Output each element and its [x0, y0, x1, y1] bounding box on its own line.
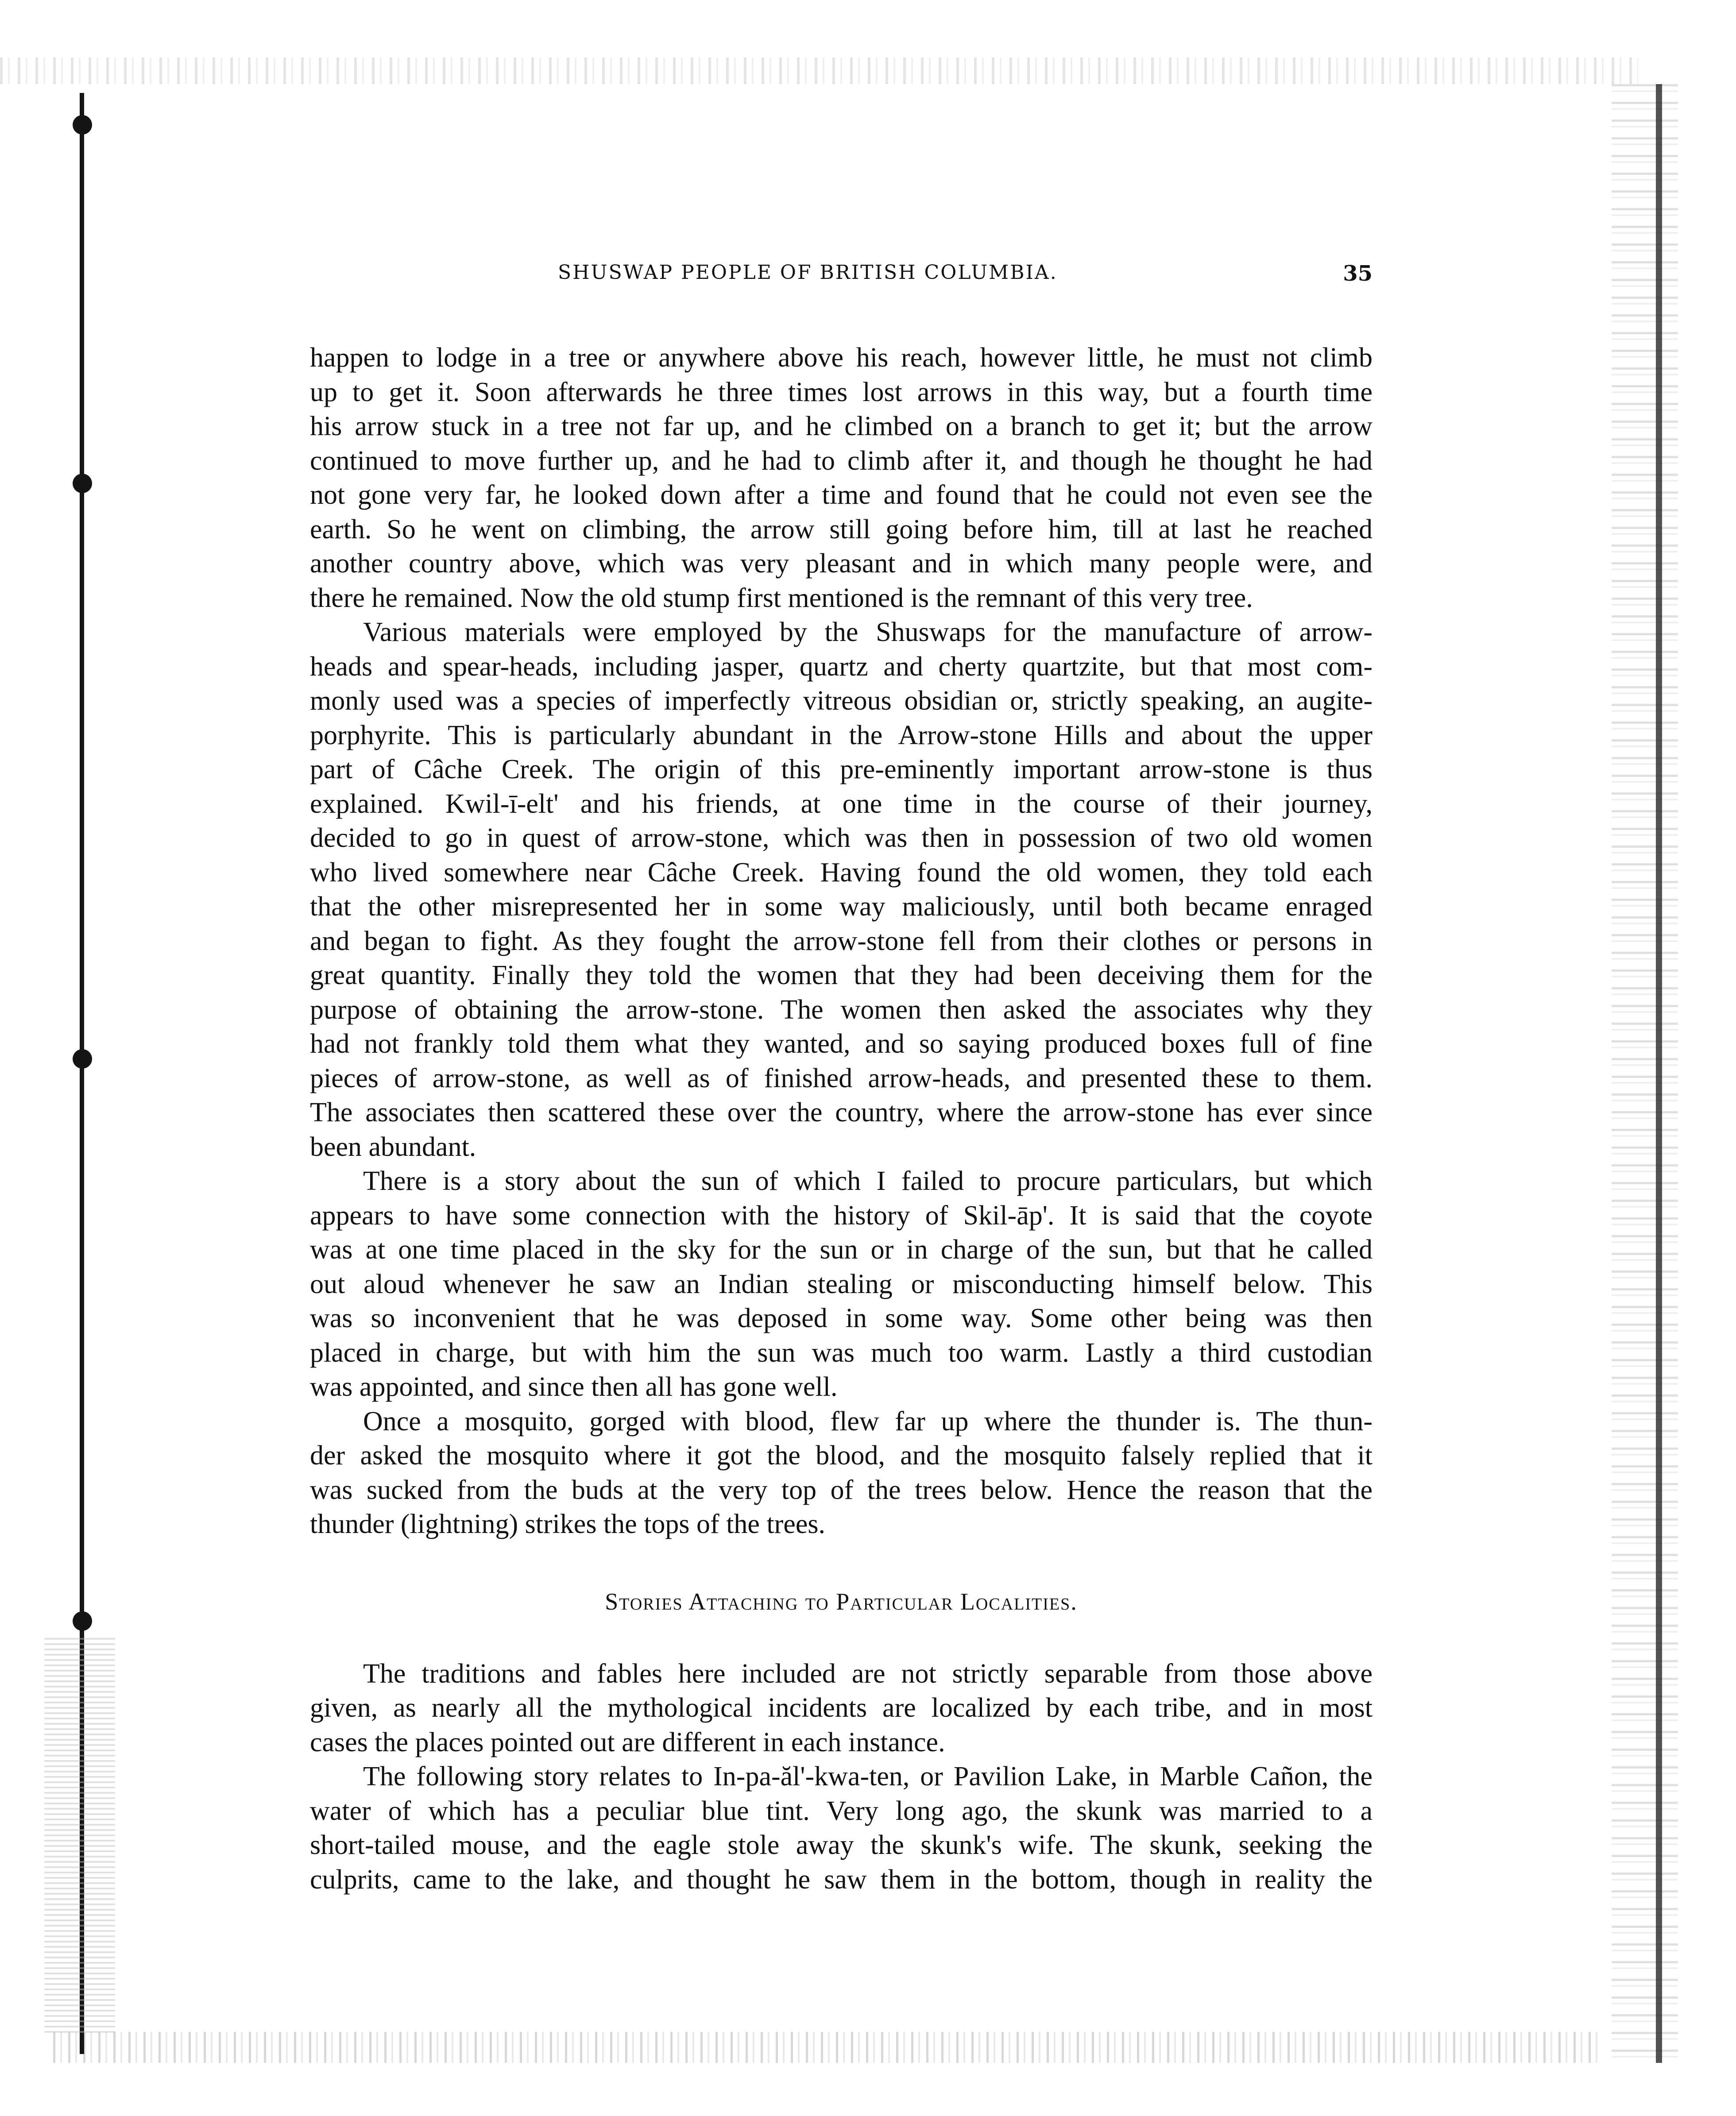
- text-line: heads and spear-heads, including jasper, quartz and cherty quartzite, but that most com-: [310, 651, 1373, 682]
- text-line: The following story relates to In-pa-ăl'-kwa-ten, or Pavilion Lake, in Marble Cañon, the: [363, 1761, 1373, 1792]
- text-line: up to get it. Soon afterwards he three times lost arrows in this way, but a fourth time: [310, 377, 1373, 407]
- text-line: Various materials were employed by the Shuswaps for the manufacture of arrow-: [363, 617, 1373, 647]
- page-number: 35: [1343, 261, 1373, 286]
- section-heading: Stories Attaching to Particular Localities.: [605, 1588, 1078, 1615]
- text-line: part of Câche Creek. The origin of this pre-eminently important arrow-stone is thus: [310, 754, 1373, 784]
- text-line: continued to move further up, and he had to climb after it, and though he thought he had: [310, 445, 1373, 476]
- text-line: cases the places pointed out are different in each instance.: [310, 1727, 945, 1757]
- binding-peg: [73, 115, 92, 135]
- text-line: great quantity. Finally they told the women that they had been deceiving them for the: [310, 960, 1373, 990]
- text-line: appears to have some connection with the history of Skil-āp'. It is said that the coyote: [310, 1200, 1373, 1231]
- running-head: SHUSWAP PEOPLE OF BRITISH COLUMBIA.: [558, 261, 1058, 284]
- scan-edge-bottom: [53, 2032, 1603, 2063]
- text-line: placed in charge, but with him the sun was much too warm. Lastly a third custodian: [310, 1337, 1373, 1368]
- text-line: given, as nearly all the mythological incidents are localized by each tribe, and in most: [310, 1693, 1373, 1723]
- scan-edge-right: [1612, 84, 1678, 2067]
- text-line: water of which has a peculiar blue tint. Very long ago, the skunk was married to a: [310, 1796, 1373, 1826]
- text-line: out aloud whenever he saw an Indian stealing or misconducting himself below. This: [310, 1269, 1373, 1299]
- text-line: and began to fight. As they fought the arrow-stone fell from their clothes or persons in: [310, 926, 1373, 956]
- text-line: earth. So he went on climbing, the arrow still going before him, till at last he reached: [310, 514, 1373, 544]
- binding-peg: [73, 1049, 92, 1069]
- scan-edge-left-noise: [44, 1638, 115, 2036]
- text-line: der asked the mosquito where it got the blood, and the mosquito falsely replied that it: [310, 1440, 1373, 1471]
- text-line: purpose of obtaining the arrow-stone. The women then asked the associates why they: [310, 994, 1373, 1025]
- text-line: was appointed, and since then all has gone well.: [310, 1372, 838, 1402]
- text-line: had not frankly told them what they wanted, and so saying produced boxes full of fine: [310, 1029, 1373, 1059]
- paragraph: [310, 341, 1373, 615]
- text-line: who lived somewhere near Câche Creek. Having found the old women, they told each: [310, 857, 1373, 888]
- paragraph: [310, 1164, 1373, 1405]
- paragraph: [310, 1405, 1373, 1542]
- text-line: pieces of arrow-stone, as well as of finished arrow-heads, and presented these to them.: [310, 1063, 1373, 1093]
- text-line: happen to lodge in a tree or anywhere above his reach, however little, he must not climb: [310, 343, 1373, 373]
- text-line: thunder (lightning) strikes the tops of the trees.: [310, 1509, 825, 1539]
- text-line: his arrow stuck in a tree not far up, and he climbed on a branch to get it; but the arrow: [310, 411, 1373, 441]
- text-line: There is a story about the sun of which I failed to procure particulars, but which: [363, 1166, 1373, 1196]
- text-line: Once a mosquito, gorged with blood, flew far up where the thunder is. The thun-: [363, 1406, 1373, 1436]
- text-line: monly used was a species of imperfectly vitreous obsidian or, strictly speaking, an augite-: [310, 686, 1373, 716]
- text-line: not gone very far, he looked down after a time and found that he could not even see the: [310, 480, 1373, 510]
- text-line: decided to go in quest of arrow-stone, which was then in possession of two old women: [310, 823, 1373, 853]
- text-line: explained. Kwil-ī-elt' and his friends, at one time in the course of their journey,: [310, 788, 1373, 819]
- paragraph: [310, 1657, 1373, 1760]
- paragraph: [310, 1760, 1373, 1897]
- text-line: that the other misrepresented her in some way maliciously, until both became enraged: [310, 892, 1373, 922]
- text-line: culprits, came to the lake, and thought he saw them in the bottom, though in reality the: [310, 1864, 1373, 1895]
- text-line: there he remained. Now the old stump first mentioned is the remnant of this very tree.: [310, 583, 1253, 613]
- text-line: was so inconvenient that he was deposed in some way. Some other being was then: [310, 1303, 1373, 1333]
- binding-peg: [73, 1611, 92, 1631]
- text-line: was at one time placed in the sky for the sun or in charge of the sun, but that he called: [310, 1235, 1373, 1265]
- scan-edge-right-line: [1656, 84, 1662, 2063]
- scan-edge-top: [0, 58, 1638, 84]
- paragraph: [310, 615, 1373, 1164]
- text-line: short-tailed mouse, and the eagle stole away the skunk's wife. The skunk, seeking the: [310, 1830, 1373, 1860]
- text-line: was sucked from the buds at the very top of the trees below. Hence the reason that the: [310, 1475, 1373, 1505]
- text-line: The traditions and fables here included are not strictly separable from those above: [363, 1658, 1373, 1689]
- text-line: another country above, which was very pleasant and in which many people were, and: [310, 548, 1373, 579]
- text-line: porphyrite. This is particularly abundant in the Arrow-stone Hills and about the upper: [310, 720, 1373, 750]
- page-body: [310, 341, 1373, 1897]
- text-line: been abundant.: [310, 1131, 476, 1162]
- binding-peg: [73, 474, 92, 493]
- text-line: The associates then scattered these over the country, where the arrow-stone has ever since: [310, 1097, 1373, 1128]
- page-header: [310, 261, 1373, 301]
